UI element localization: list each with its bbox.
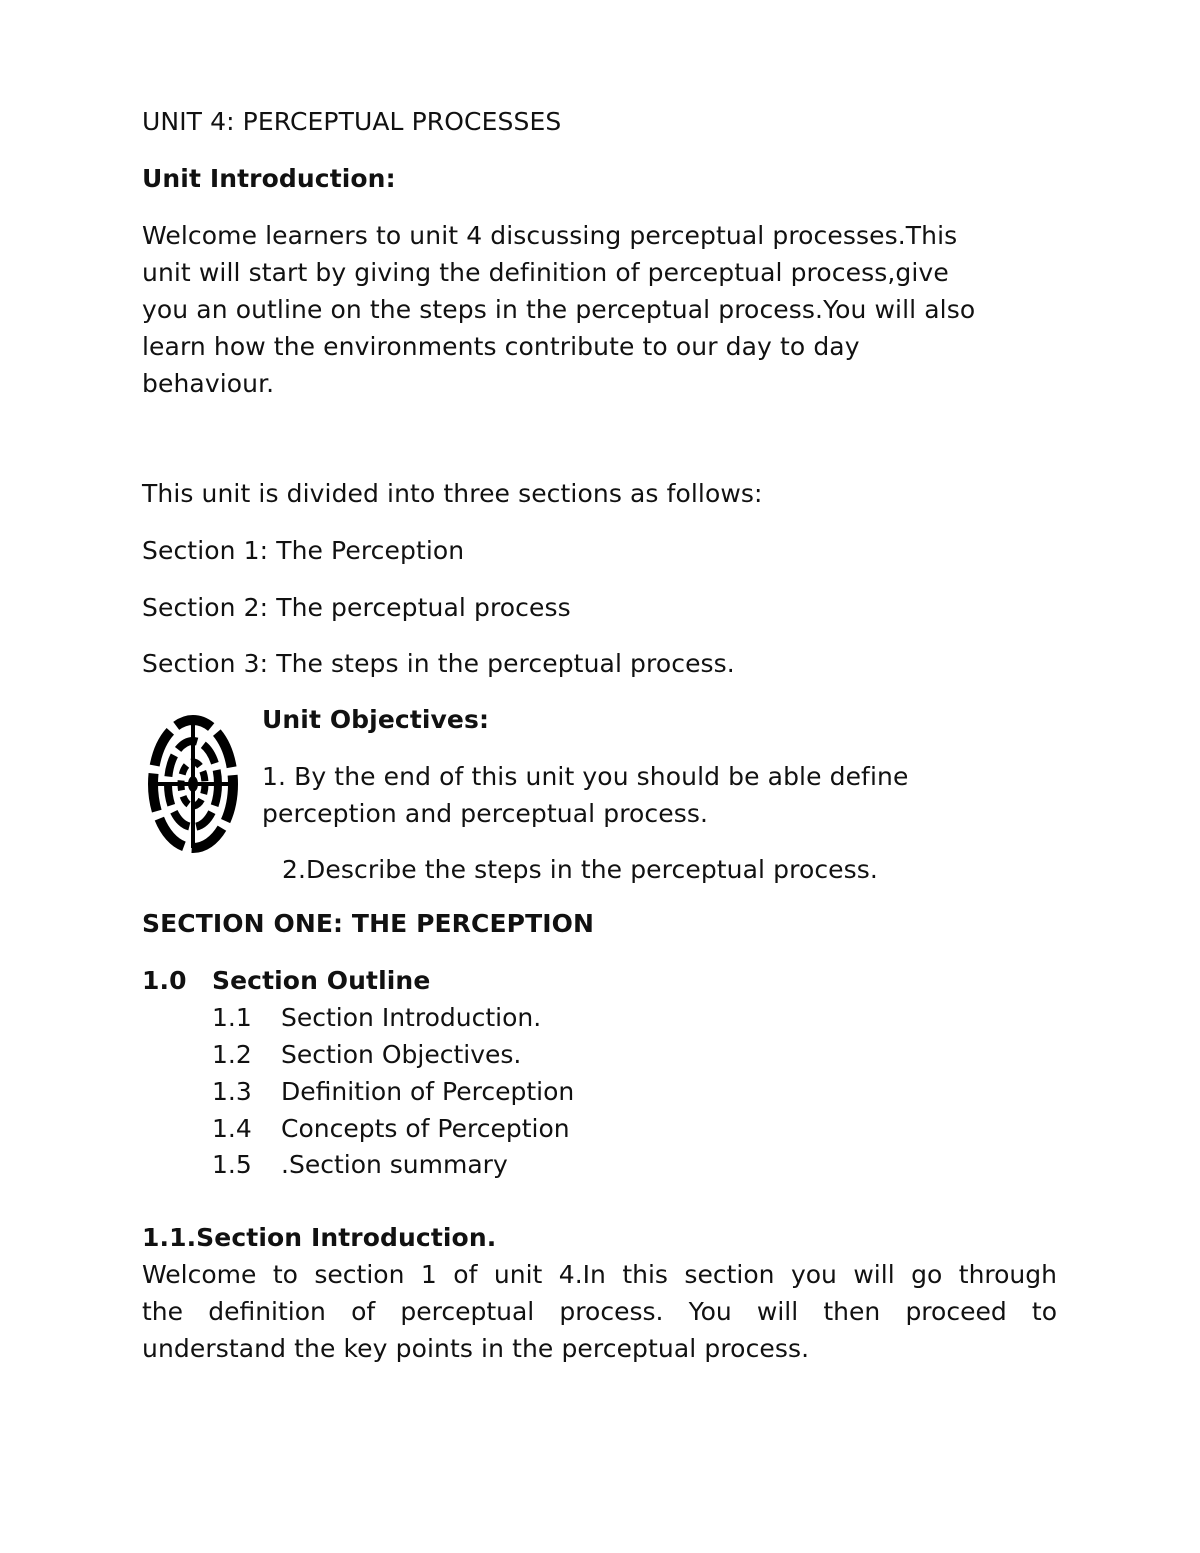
intro-line: behaviour.: [142, 369, 275, 398]
section-intro-line: understand the key points in the perceptual process.: [142, 1334, 810, 1363]
section-intro-line: Welcome to section 1 of unit 4.In this section you will go through: [142, 1260, 1057, 1289]
intro-line: unit will start by giving the definition of perceptual process,give: [142, 258, 949, 287]
section-one-heading: SECTION ONE: THE PERCEPTION: [142, 909, 595, 938]
section-list-item: Section 1: The Perception: [142, 536, 465, 565]
section-intro-heading: 1.1.Section Introduction.: [142, 1223, 497, 1252]
outline-item-label: .Section summary: [281, 1150, 508, 1179]
outline-item-label: Concepts of Perception: [281, 1114, 570, 1143]
outline-item-label: Section Introduction.: [281, 1003, 542, 1032]
intro-line: learn how the environments contribute to our day to day: [142, 332, 860, 361]
intro-line: you an outline on the steps in the perceptual process.You will also: [142, 295, 976, 324]
outline-item: [212, 1073, 574, 1110]
unit-title: UNIT 4: PERCEPTUAL PROCESSES: [142, 107, 562, 136]
outline-item: [212, 999, 541, 1036]
outline-item-number: 1.4: [212, 1114, 252, 1143]
outline-item-label: Definition of Perception: [281, 1077, 575, 1106]
outline-item-number: 1.2: [212, 1040, 252, 1069]
outline-heading-number: 1.0: [142, 966, 187, 995]
intro-line: Welcome learners to unit 4 discussing perceptual processes.This: [142, 221, 958, 250]
target-icon: [146, 712, 240, 856]
outline-item: [212, 1110, 570, 1147]
outline-item: [212, 1146, 508, 1183]
section-list-item: Section 3: The steps in the perceptual process.: [142, 649, 735, 678]
sections-intro: This unit is divided into three sections as follows:: [142, 479, 763, 508]
objective-item-2: 2.Describe the steps in the perceptual process.: [282, 855, 878, 884]
objective-item-1: 1. By the end of this unit you should be able define: [262, 762, 909, 791]
outline-heading-label: Section Outline: [212, 966, 431, 995]
objectives-heading: Unit Objectives:: [262, 705, 490, 734]
outline-item-number: 1.3: [212, 1077, 252, 1106]
section-intro-line: the definition of perceptual process. You will then proceed to: [142, 1297, 1057, 1326]
section-list-item: Section 2: The perceptual process: [142, 593, 571, 622]
objective-item-1-cont: perception and perceptual process.: [262, 799, 709, 828]
outline-item-label: Section Objectives.: [281, 1040, 522, 1069]
outline-item: [212, 1036, 521, 1073]
outline-heading: [142, 962, 430, 999]
intro-heading: Unit Introduction:: [142, 164, 396, 193]
outline-item-number: 1.5: [212, 1150, 252, 1179]
outline-item-number: 1.1: [212, 1003, 252, 1032]
